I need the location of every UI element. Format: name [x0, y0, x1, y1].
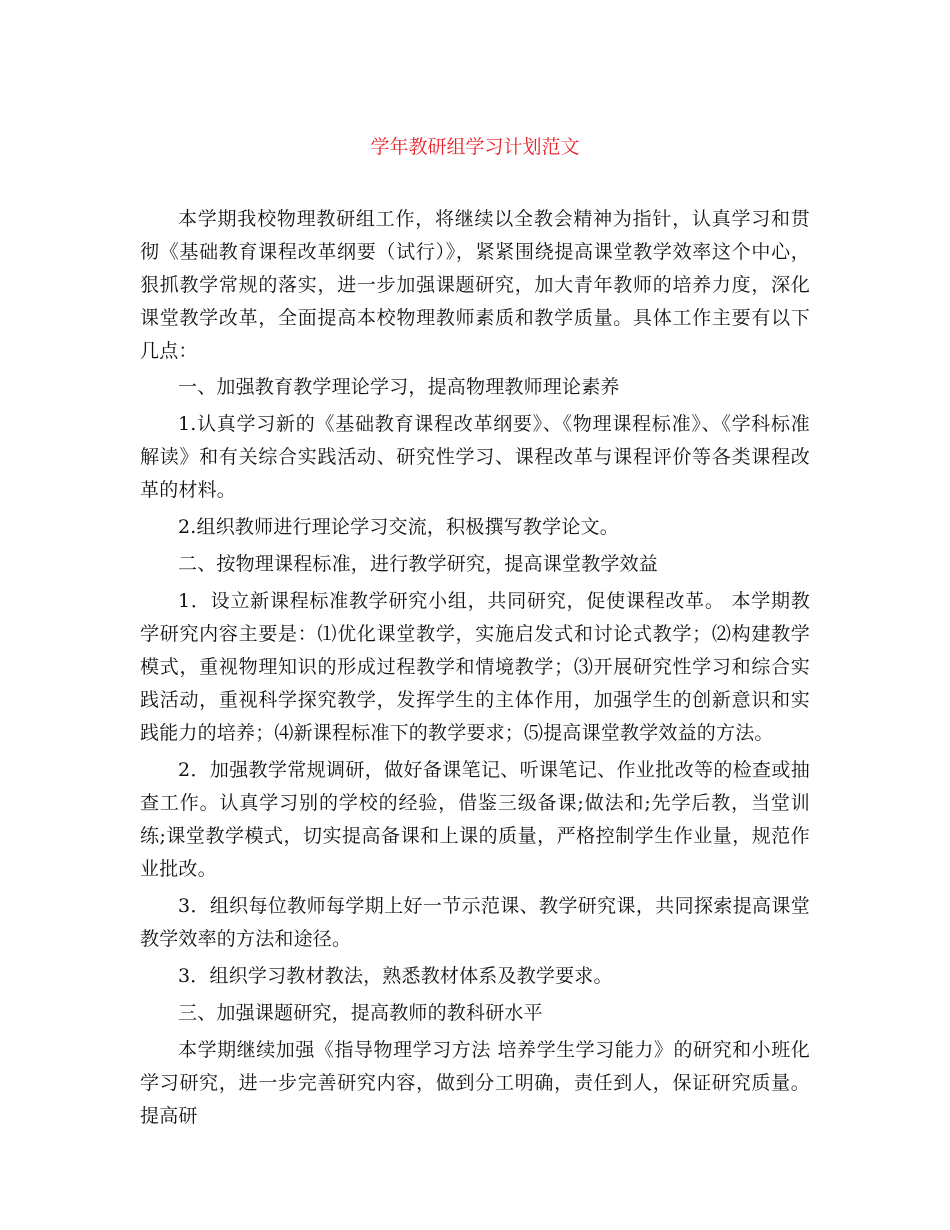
heading-section-1: 一、加强教育教学理论学习，提高物理教师理论素养 [178, 376, 620, 398]
paragraph-2-3: 3．组织每位教师每学期上好一节示范课、教学研究课，共同探索提高课堂教学效率的方法和途径。 [140, 895, 810, 950]
paragraph-1-1: 1.认真学习新的《基础教育课程改革纲要》、《物理课程标准》、《学科标准解读》和有关综合实践活动、研究性学习、课程改革与课程评价等各类课程改革的材料。 [140, 413, 810, 501]
paragraph-intro: 本学期我校物理教研组工作，将继续以全教会精神为指针，认真学习和贯彻《基础教育课程改革纲要（试行）》，紧紧围绕提高课堂教学效率这个中心，狠抓教学常规的落实，进一步加强课题研究，加大青年教师的培养力度，深化课堂教学改革，全面提高本校物理教师素质和教学质量。具体工作主要有以下几点： [140, 208, 810, 362]
paragraph-2-1: 1．设立新课程标准教学研究小组，共同研究，促使课程改革。 本学期教学研究内容主要是：⑴优化课堂教学，实施启发式和讨论式教学；⑵构建教学模式，重视物理知识的形成过程教学和情境教学；⑶开展研究性学习和综合实践活动，重视科学探究教学，发挥学生的主体作用，加强学生的创新意识和实践能力的培养；⑷新课程标准下的教学要求；⑸提高课堂教学效益的方法。 [140, 590, 810, 744]
paragraph-3-1: 本学期继续加强《指导物理学习方法 培养学生学习能力》的研究和小班化学习研究，进一步完善研究内容，做到分工明确，责任到人，保证研究质量。提高研 [140, 1039, 810, 1127]
heading-section-3: 三、加强课题研究，提高教师的教科研水平 [178, 1002, 543, 1024]
heading-section-2: 二、按物理课程标准，进行教学研究，提高课堂教学效益 [178, 553, 659, 575]
paragraph-2-4: 3．组织学习教材教法，熟悉教材体系及教学要求。 [178, 965, 613, 987]
paragraph-2-2: 2．加强教学常规调研，做好备课笔记、听课笔记、作业批改等的检查或抽查工作。认真学习别的学校的经验，借鉴三级备课;做法和;先学后教，当堂训练;课堂教学模式，切实提高备课和上课的质量，严格控制学生作业量，规范作业批改。 [140, 759, 810, 880]
document-title: 学年教研组学习计划范文 [370, 136, 580, 158]
paragraph-1-2: 2.组织教师进行理论学习交流，积极撰写教学论文。 [178, 516, 619, 538]
